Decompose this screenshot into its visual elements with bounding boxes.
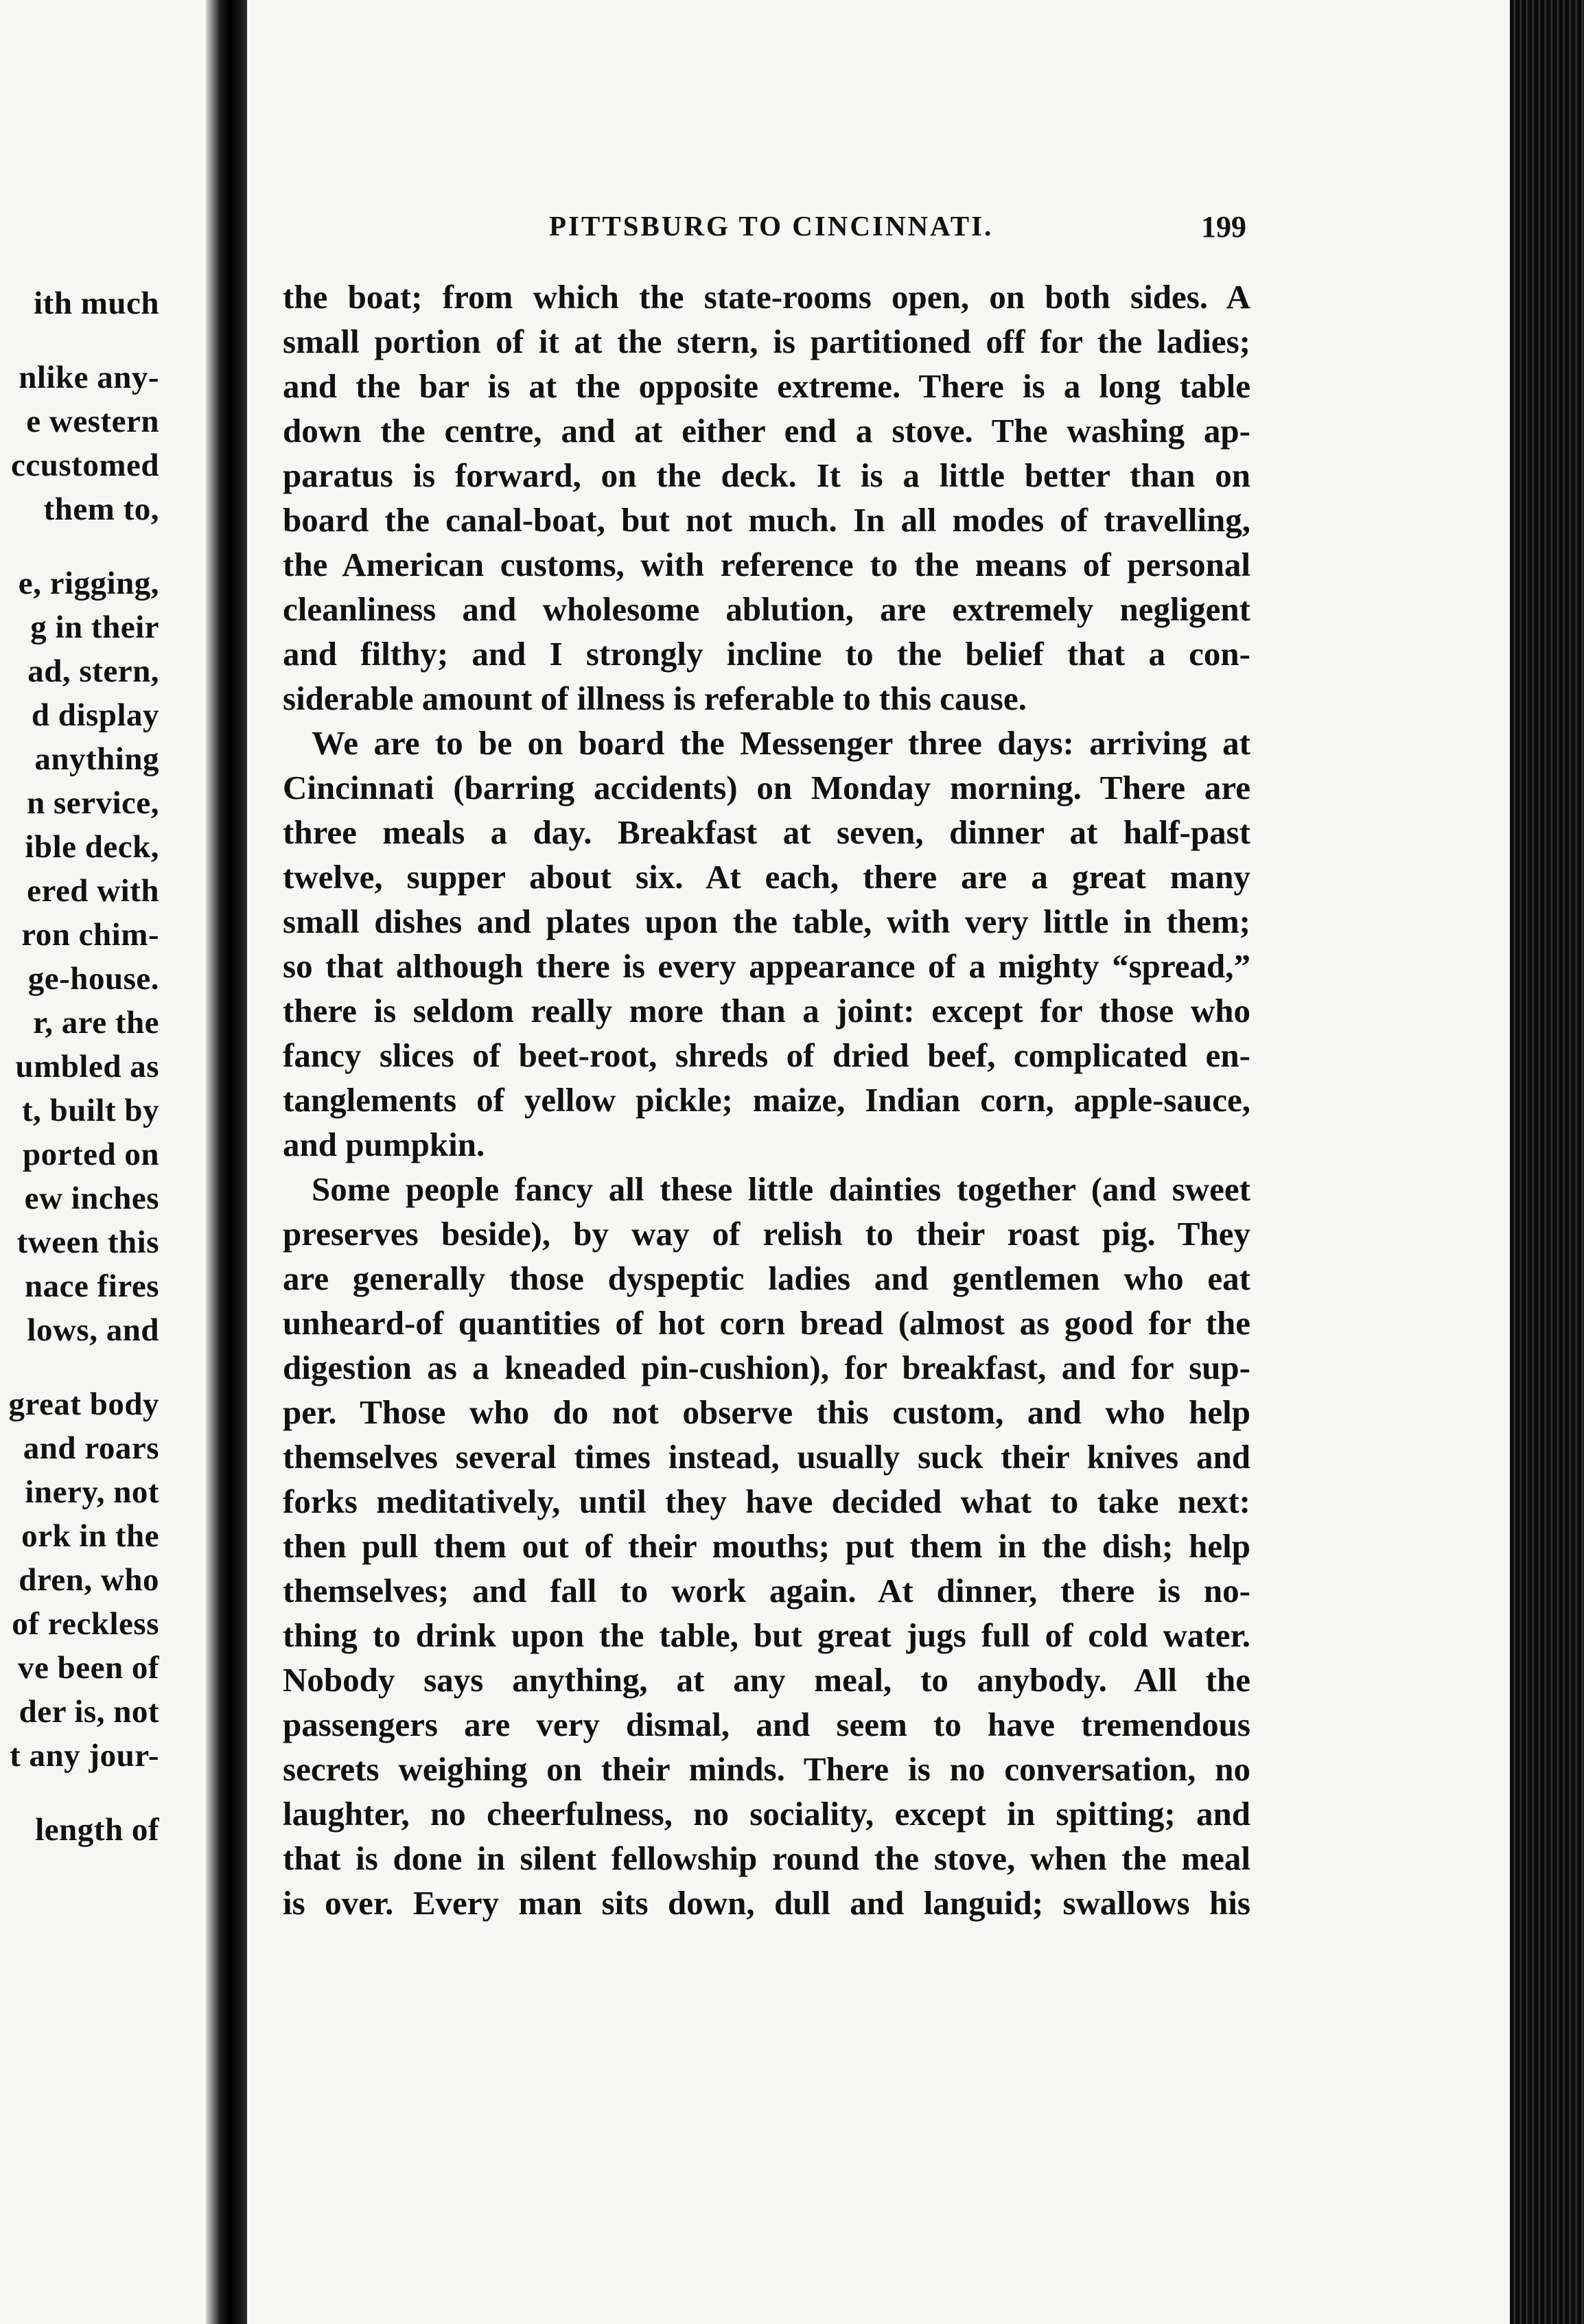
text-line: digestion as a kneaded pin-cushion), for breakfast, and for sup- <box>283 1349 1250 1386</box>
text-line: board the canal-boat, but not much. In all modes of travelling, <box>283 501 1250 539</box>
facing-page-line: ve been of <box>17 1650 159 1686</box>
facing-page-line: length of <box>35 1812 159 1848</box>
facing-page-line: d display <box>31 697 159 733</box>
facing-page-line: ew inches <box>24 1181 159 1216</box>
text-line: the American customs, with reference to the means of personal <box>283 546 1250 583</box>
text-line: Some people fancy all these little dainties together (and sweet <box>312 1170 1250 1208</box>
facing-page-line: ad, stern, <box>27 653 159 689</box>
facing-page-line: and roars <box>23 1430 159 1466</box>
text-line: there is seldom really more than a joint: except for those who <box>283 992 1250 1030</box>
facing-page-line: them to, <box>43 491 159 527</box>
text-line: that is done in silent fellowship round the stove, when the meal <box>283 1839 1250 1877</box>
facing-page-line: e, rigging, <box>18 566 159 601</box>
facing-page-line: lows, and <box>27 1312 159 1348</box>
text-line: so that although there is every appearance of a mighty “spread,” <box>283 947 1250 985</box>
text-line: themselves; and fall to work again. At dinner, there is no- <box>283 1572 1250 1610</box>
book-gutter <box>206 0 247 2324</box>
text-line: Cincinnati (barring accidents) on Monday morning. There are <box>283 769 1250 806</box>
facing-page-line: n service, <box>27 785 159 821</box>
facing-page-line: dren, who <box>19 1562 159 1598</box>
facing-page-line: t any jour- <box>10 1738 159 1774</box>
text-line: Nobody says anything, at any meal, to anybody. All the <box>283 1661 1250 1699</box>
text-line: passengers are very dismal, and seem to have tremendous <box>283 1706 1250 1743</box>
facing-page-line: ccustomed <box>11 448 159 483</box>
facing-page-line: of reckless <box>12 1606 159 1642</box>
text-line: then pull them out of their mouths; put them in the dish; help <box>283 1527 1250 1565</box>
text-line: the boat; from which the state-rooms open, on both sides. A <box>283 278 1250 316</box>
facing-page-line: ith much <box>34 286 159 321</box>
text-line: small dishes and plates upon the table, with very little in them; <box>283 903 1250 940</box>
facing-page-line: anything <box>34 741 159 777</box>
running-head: PITTSBURG TO CINCINNATI. <box>549 210 994 242</box>
text-line: thing to drink upon the table, but great jugs full of cold water. <box>283 1616 1250 1654</box>
facing-page-left <box>0 0 206 2324</box>
facing-page-line: tween this <box>16 1224 159 1260</box>
facing-page-line: ible deck, <box>25 829 159 865</box>
facing-page-line: nlike any- <box>19 360 159 395</box>
text-line: themselves several times instead, usually suck their knives and <box>283 1438 1250 1476</box>
page-number: 199 <box>1201 210 1246 244</box>
facing-page-line: ered with <box>27 873 159 909</box>
text-line: laughter, no cheerfulness, no sociality, except in spitting; and <box>283 1795 1250 1833</box>
facing-page-line: t, built by <box>21 1093 159 1128</box>
facing-page-line: inery, not <box>25 1474 159 1510</box>
text-line: are generally those dyspeptic ladies and gentlemen who eat <box>283 1259 1250 1297</box>
facing-page-line: ge-house. <box>27 961 159 997</box>
facing-page-line: e western <box>26 404 159 439</box>
text-line: and pumpkin. <box>283 1126 485 1163</box>
text-line: paratus is forward, on the deck. It is a little better than on <box>283 456 1250 494</box>
text-line: preserves beside), by way of relish to their roast pig. They <box>283 1215 1250 1253</box>
text-line: is over. Every man sits down, dull and languid; swallows his <box>283 1884 1250 1922</box>
body-text <box>283 275 1250 1925</box>
text-line: secrets weighing on their minds. There is no conversation, no <box>283 1750 1250 1788</box>
facing-page-line: g in their <box>30 609 159 645</box>
text-line: small portion of it at the stern, is partitioned off for the ladies; <box>283 323 1250 360</box>
text-line: cleanliness and wholesome ablution, are extremely negligent <box>283 590 1250 628</box>
text-line: siderable amount of illness is referable to this cause. <box>283 679 1027 717</box>
facing-page-line: der is, not <box>19 1694 159 1730</box>
text-line: per. Those who do not observe this custom, and who help <box>283 1393 1250 1431</box>
text-line: three meals a day. Breakfast at seven, dinner at half-past <box>283 813 1250 851</box>
facing-page-line: ron chim- <box>21 917 159 953</box>
text-line: and the bar is at the opposite extreme. There is a long table <box>283 367 1250 405</box>
facing-page-line: ported on <box>22 1137 159 1172</box>
text-line: and filthy; and I strongly incline to the belief that a con- <box>283 635 1250 673</box>
text-line: fancy slices of beet-root, shreds of dried beef, complicated en- <box>283 1036 1250 1074</box>
text-line: forks meditatively, until they have decided what to take next: <box>283 1483 1250 1520</box>
page-edges <box>1510 0 1584 2324</box>
text-line: unheard-of quantities of hot corn bread (almost as good for the <box>283 1304 1250 1342</box>
text-line: tanglements of yellow pickle; maize, Indian corn, apple-sauce, <box>283 1081 1250 1119</box>
facing-page-line: ork in the <box>21 1518 159 1554</box>
facing-page-line: umbled as <box>15 1049 159 1084</box>
facing-page-line: nace fires <box>25 1268 159 1304</box>
text-line: We are to be on board the Messenger three days: arriving at <box>312 724 1250 762</box>
text-line: down the centre, and at either end a stove. The washing ap- <box>283 412 1250 450</box>
facing-page-line: great body <box>8 1386 159 1422</box>
text-line: twelve, supper about six. At each, there are a great many <box>283 858 1250 896</box>
facing-page-line: r, are the <box>33 1005 159 1041</box>
